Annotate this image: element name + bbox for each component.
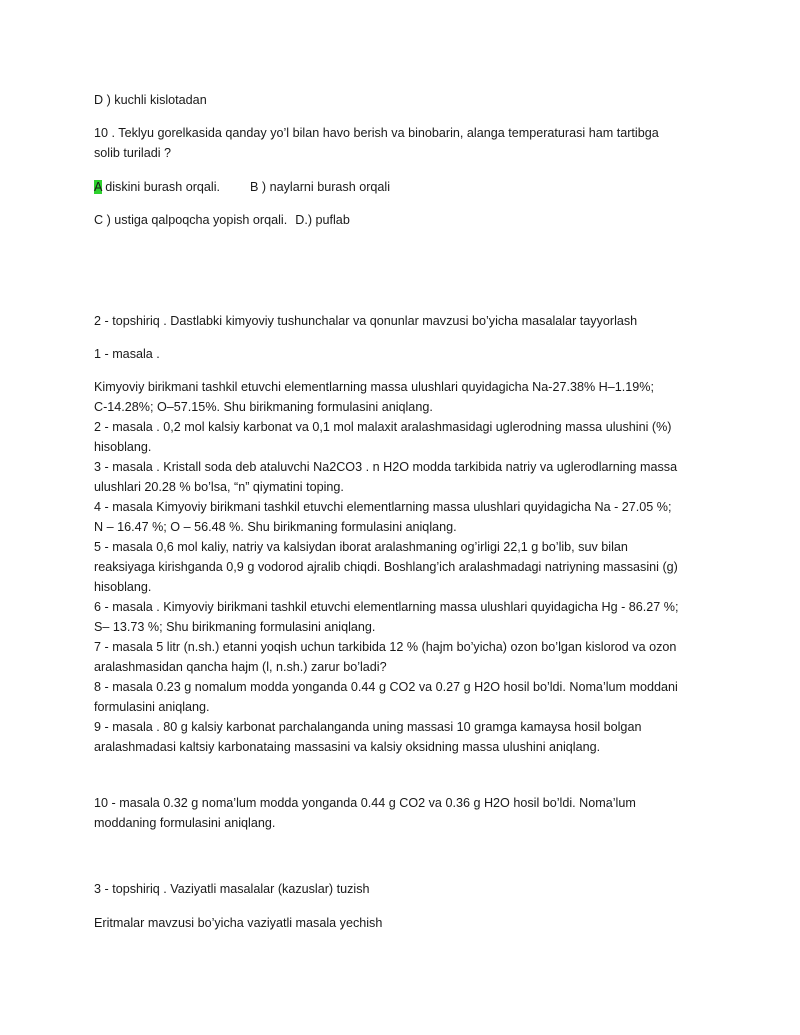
problem-line: hisoblang. [94, 440, 152, 454]
problem-line: 5 - masala 0,6 mol kaliy, natriy va kalsiydan iborat aralashmaning og’irligi 22,1 g bo’lib, suv bilan [94, 540, 628, 554]
problem-line: hisoblang. [94, 580, 152, 594]
problems-list [94, 377, 714, 757]
problem10 [94, 793, 714, 833]
problem-line: N – 16.47 %; O – 56.48 %. Shu birikmaning formulasini aniqlang. [94, 520, 457, 534]
text-line: D ) kuchli kislotadan [94, 93, 207, 107]
section-heading: 2 - topshiriq . Dastlabki kimyoviy tushunchalar va qonunlar mavzusi bo’yicha masalalar tayyorlash [94, 314, 638, 328]
text-line: solib turiladi ? [94, 146, 172, 160]
problem-line: formulasini aniqlang. [94, 700, 210, 714]
text-line: 10 . Teklyu gorelkasida qanday yo’l bilan havo berish va binobarin, alanga temperaturasi ham tartibga [94, 126, 659, 140]
task3-heading [94, 879, 714, 899]
problem-line: 2 - masala . 0,2 mol kalsiy karbonat va 0,1 mol malaxit aralashmasidagi uglerodning massa ulushini (%) [94, 420, 672, 434]
problem-line: ulushlari 20.28 % bo’lsa, “n” qiymatini toping. [94, 480, 344, 494]
problem-line: aralashmadasi kaltsiy karbonataing massasini va kalsiy oksidning massa ulushini aniqlang. [94, 740, 601, 754]
problem-line: C-14.28%; O–57.15%. Shu birikmaning formulasini aniqlang. [94, 400, 433, 414]
section-heading: 3 - topshiriq . Vaziyatli masalalar (kazuslar) tuzish [94, 882, 370, 896]
highlighted-answer-letter: A [94, 180, 102, 194]
option-b: B ) naylarni burash orqali [250, 180, 391, 194]
problem-line: Kimyoviy birikmani tashkil etuvchi elementlarning massa ulushlari quyidagicha Na-27.38% H–1.19%; [94, 380, 654, 394]
section-subheading: Eritmalar mavzusi bo’yicha vaziyatli masala yechish [94, 916, 383, 930]
options-row [94, 177, 714, 197]
problem-line: 4 - masala Kimyoviy birikmani tashkil etuvchi elementlarning massa ulushlari quyidagicha Na - 27.05 %; [94, 500, 672, 514]
task2-heading [94, 311, 714, 331]
problem-line: 7 - masala 5 litr (n.sh.) etanni yoqish uchun tarkibida 12 % (hajm bo’yicha) ozon bo’lgan kislorod va ozon [94, 640, 677, 654]
problem-line: moddaning formulasini aniqlang. [94, 816, 276, 830]
problem-title: 1 - masala . [94, 347, 160, 361]
problem-line: 8 - masala 0.23 g nomalum modda yonganda 0.44 g CO2 va 0.27 g H2O hosil bo’ldi. Noma’lum moddani [94, 680, 678, 694]
problem-line: aralashmasidan qancha hajm (l, n.sh.) zarur bo’ladi? [94, 660, 387, 674]
problem-line: reaksiyaga kirishganda 0,9 g vodorod ajralib chiqdi. Boshlang’ich aralashmadagi natriyning massasini (g) [94, 560, 678, 574]
q9-option-d [94, 90, 714, 110]
option-a-text: diskini burash orqali. [101, 180, 221, 194]
problem1-title [94, 344, 714, 364]
problem-line: 6 - masala . Kimyoviy birikmani tashkil etuvchi elementlarning massa ulushlari quyidagicha Hg - 86.27 %; [94, 600, 679, 614]
q10-question [94, 123, 714, 163]
option-d: D.) puflab [295, 213, 350, 227]
task3-subheading [94, 913, 714, 933]
problem-line: 9 - masala . 80 g kalsiy karbonat parchalanganda uning massasi 10 gramga kamaysa hosil bolgan [94, 720, 642, 734]
problem-line: 3 - masala . Kristall soda deb ataluvchi Na2CO3 . n H2O modda tarkibida natriy va uglerodlarning massa [94, 460, 678, 474]
problem-line: S– 13.73 %; Shu birikmaning formulasini aniqlang. [94, 620, 376, 634]
options-row [94, 210, 714, 230]
problem-line: 10 - masala 0.32 g noma’lum modda yonganda 0.44 g CO2 va 0.36 g H2O hosil bo’ldi. Noma’lum [94, 796, 636, 810]
q10-options-ab [94, 177, 714, 197]
q10-options-cd [94, 210, 714, 230]
option-c: C ) ustiga qalpoqcha yopish orqali. [94, 213, 288, 227]
